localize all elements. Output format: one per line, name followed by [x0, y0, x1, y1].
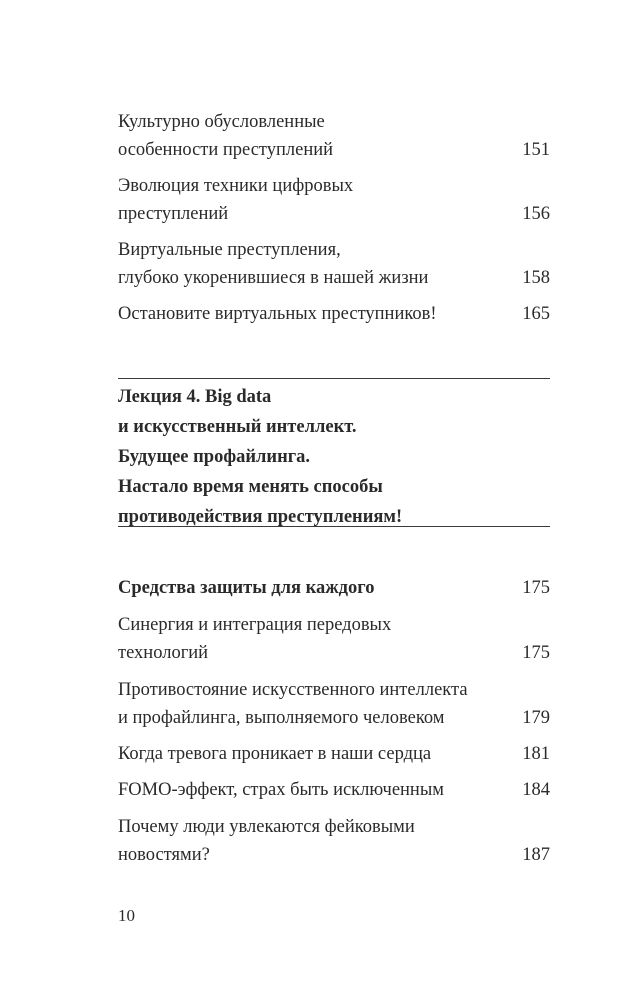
toc-entry-title-line: Противостояние искусственного интеллекта [118, 680, 468, 700]
toc-entry [118, 172, 550, 228]
toc-entry-page: 158 [522, 268, 550, 288]
toc-entry-title-line: Эволюция техники цифровых [118, 176, 354, 196]
toc-entry [118, 813, 550, 869]
toc-entry-title [118, 236, 498, 292]
toc-entry [118, 236, 550, 292]
toc-entry-title-line: особенности преступлений [118, 140, 334, 160]
toc-entry-title [118, 676, 498, 732]
toc-entry-title [118, 611, 498, 667]
toc-entry-title [118, 776, 498, 804]
toc-entry-page: 156 [522, 204, 550, 224]
toc-entry-title-line: Когда тревога проникает в наши сердца [118, 744, 432, 764]
toc-entry-title-line: Виртуальные преступления, [118, 240, 341, 260]
section-divider-top [118, 378, 550, 379]
toc-entry-page: 187 [522, 845, 550, 865]
toc-entry-title-line: Почему люди увлекаются фейковыми [118, 817, 415, 837]
toc-entry-title [118, 813, 498, 869]
toc-entry-title-line: Остановите виртуальных преступников! [118, 304, 437, 324]
toc-entry-page: 175 [522, 578, 550, 598]
lecture-heading [118, 382, 550, 532]
toc-entry [118, 108, 550, 164]
toc-entry-page: 184 [522, 780, 550, 800]
toc-entry-title [118, 740, 498, 768]
toc-entry [118, 776, 550, 804]
toc-entry-page: 181 [522, 744, 550, 764]
toc-entry-title [118, 172, 498, 228]
toc-entry-title [118, 108, 498, 164]
page-number: 10 [118, 906, 135, 925]
toc-entry-bold [118, 574, 550, 602]
lecture-heading-line: Настало время менять способы [118, 477, 383, 497]
toc-entry-title-line: Средства защиты для каждого [118, 578, 375, 598]
toc-entry-page: 165 [522, 304, 550, 324]
lecture-heading-line: и искусственный интеллект. [118, 417, 357, 437]
toc-entry-page: 179 [522, 708, 550, 728]
toc-entry-title-line: технологий [118, 643, 209, 663]
toc-entry [118, 611, 550, 667]
toc-entry-title [118, 300, 498, 328]
lecture-heading-line: Лекция 4. Big data [118, 387, 272, 407]
toc-entry-title-line: FOMO-эффект, страх быть исключенным [118, 780, 444, 800]
toc-entry-page: 151 [522, 140, 550, 160]
toc-entry-title-line: Синергия и интеграция передовых [118, 615, 392, 635]
lecture-heading-line: Будущее профайлинга. [118, 447, 311, 467]
toc-entry-title-line: новостями? [118, 845, 210, 865]
toc-entry-title-line: глубоко укоренившиеся в нашей жизни [118, 268, 429, 288]
toc-entry-title-line: Культурно обусловленные [118, 112, 325, 132]
toc-entry [118, 300, 550, 328]
toc-entry-page: 175 [522, 643, 550, 663]
toc-entry-title-line: преступлений [118, 204, 229, 224]
toc-entry [118, 676, 550, 732]
lecture-heading-line: противодействия преступлениям! [118, 507, 403, 527]
section-divider-bottom [118, 526, 550, 527]
toc-entry [118, 740, 550, 768]
toc-entry-title-line: и профайлинга, выполняемого человеком [118, 708, 445, 728]
toc-entry-title [118, 574, 498, 602]
